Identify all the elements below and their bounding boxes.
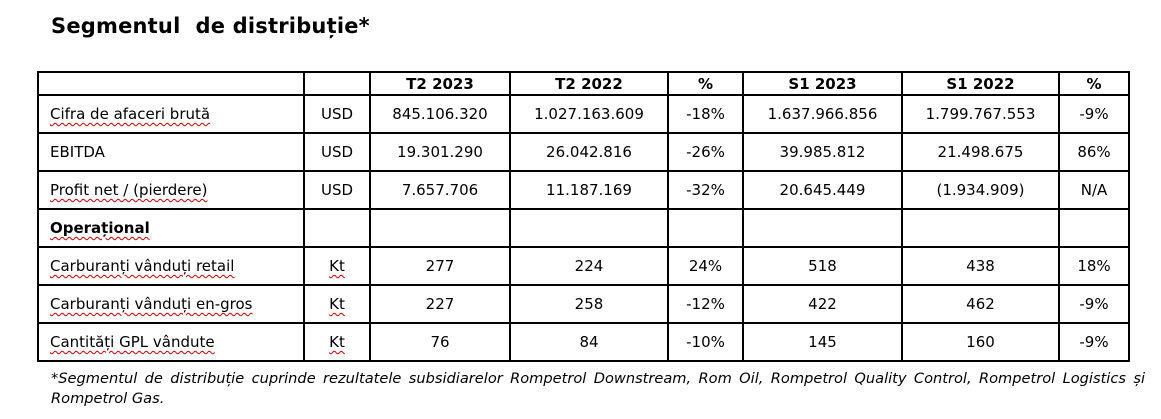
cell-s1-pct: 86%: [1059, 133, 1129, 171]
footnote: *Segmentul de distribuție cuprinde rezultatele subsidiarelor Rompetrol Downstream, Rom Oil, Rompetrol Quality Control, Rompetrol Logistics și Rompetrol Gas.: [51, 370, 1145, 407]
cell-t2-pct: -32%: [668, 171, 743, 209]
row-label: Cifra de afaceri brută: [38, 95, 304, 133]
cell-t2-2023: 277: [370, 247, 510, 285]
table-row: [38, 133, 1129, 171]
header-cell-t2-2022: T2 2022: [510, 72, 668, 95]
table-row: [38, 171, 1129, 209]
cell-t2-2023: 845.106.320: [370, 95, 510, 133]
cell-t2-2022: 11.187.169: [510, 171, 668, 209]
cell-t2-2022: 26.042.816: [510, 133, 668, 171]
cell-t2-pct: -18%: [668, 95, 743, 133]
header-cell-s1-pct: %: [1059, 72, 1129, 95]
cell-s1-2023: 20.645.449: [743, 171, 902, 209]
header-cell-s1-2022: S1 2022: [902, 72, 1059, 95]
cell-s1-2023: [743, 209, 902, 247]
row-unit: Kt: [304, 323, 370, 361]
header-cell-t2-pct: %: [668, 72, 743, 95]
row-label: Profit net / (pierdere): [38, 171, 304, 209]
row-unit: USD: [304, 95, 370, 133]
cell-s1-2022: 462: [902, 285, 1059, 323]
cell-t2-2022: 224: [510, 247, 668, 285]
table-row: [38, 285, 1129, 323]
cell-s1-pct: 18%: [1059, 247, 1129, 285]
cell-s1-2022: 21.498.675: [902, 133, 1059, 171]
table-row: [38, 323, 1129, 361]
cell-t2-pct: -12%: [668, 285, 743, 323]
cell-t2-2023: 7.657.706: [370, 171, 510, 209]
cell-s1-pct: -9%: [1059, 95, 1129, 133]
table-row: [38, 247, 1129, 285]
table-section-row: [38, 209, 1129, 247]
cell-s1-2022: 438: [902, 247, 1059, 285]
cell-t2-pct: -10%: [668, 323, 743, 361]
row-label: Carburanți vânduți en-gros: [38, 285, 304, 323]
cell-s1-pct: -9%: [1059, 323, 1129, 361]
page-title: Segmentul de distribuție*: [51, 14, 370, 38]
row-unit: USD: [304, 133, 370, 171]
distribution-segment-table: [37, 71, 1130, 362]
cell-s1-2023: 1.637.966.856: [743, 95, 902, 133]
row-unit: Kt: [304, 285, 370, 323]
cell-t2-2023: 76: [370, 323, 510, 361]
cell-t2-2022: 1.027.163.609: [510, 95, 668, 133]
cell-t2-2022: 258: [510, 285, 668, 323]
row-unit: USD: [304, 171, 370, 209]
row-label: EBITDA: [38, 133, 304, 171]
cell-s1-pct: [1059, 209, 1129, 247]
cell-s1-pct: N/A: [1059, 171, 1129, 209]
cell-s1-2022: 1.799.767.553: [902, 95, 1059, 133]
row-label: Carburanți vânduți retail: [38, 247, 304, 285]
cell-t2-pct: -26%: [668, 133, 743, 171]
cell-s1-2023: 422: [743, 285, 902, 323]
cell-s1-2023: 518: [743, 247, 902, 285]
row-label: Cantități GPL vândute: [38, 323, 304, 361]
cell-s1-2023: 39.985.812: [743, 133, 902, 171]
cell-t2-pct: 24%: [668, 247, 743, 285]
header-cell-label: [38, 72, 304, 95]
cell-t2-2022: [510, 209, 668, 247]
cell-s1-2022: (1.934.909): [902, 171, 1059, 209]
row-unit: [304, 209, 370, 247]
header-cell-t2-2023: T2 2023: [370, 72, 510, 95]
cell-t2-2023: 19.301.290: [370, 133, 510, 171]
cell-s1-pct: -9%: [1059, 285, 1129, 323]
table-row: [38, 95, 1129, 133]
cell-s1-2022: 160: [902, 323, 1059, 361]
cell-t2-2023: [370, 209, 510, 247]
cell-s1-2022: [902, 209, 1059, 247]
cell-s1-2023: 145: [743, 323, 902, 361]
cell-t2-pct: [668, 209, 743, 247]
cell-t2-2022: 84: [510, 323, 668, 361]
table-header-row: [38, 72, 1129, 95]
header-cell-s1-2023: S1 2023: [743, 72, 902, 95]
row-unit: Kt: [304, 247, 370, 285]
section-label: Operațional: [38, 209, 304, 247]
cell-t2-2023: 227: [370, 285, 510, 323]
header-cell-unit: [304, 72, 370, 95]
